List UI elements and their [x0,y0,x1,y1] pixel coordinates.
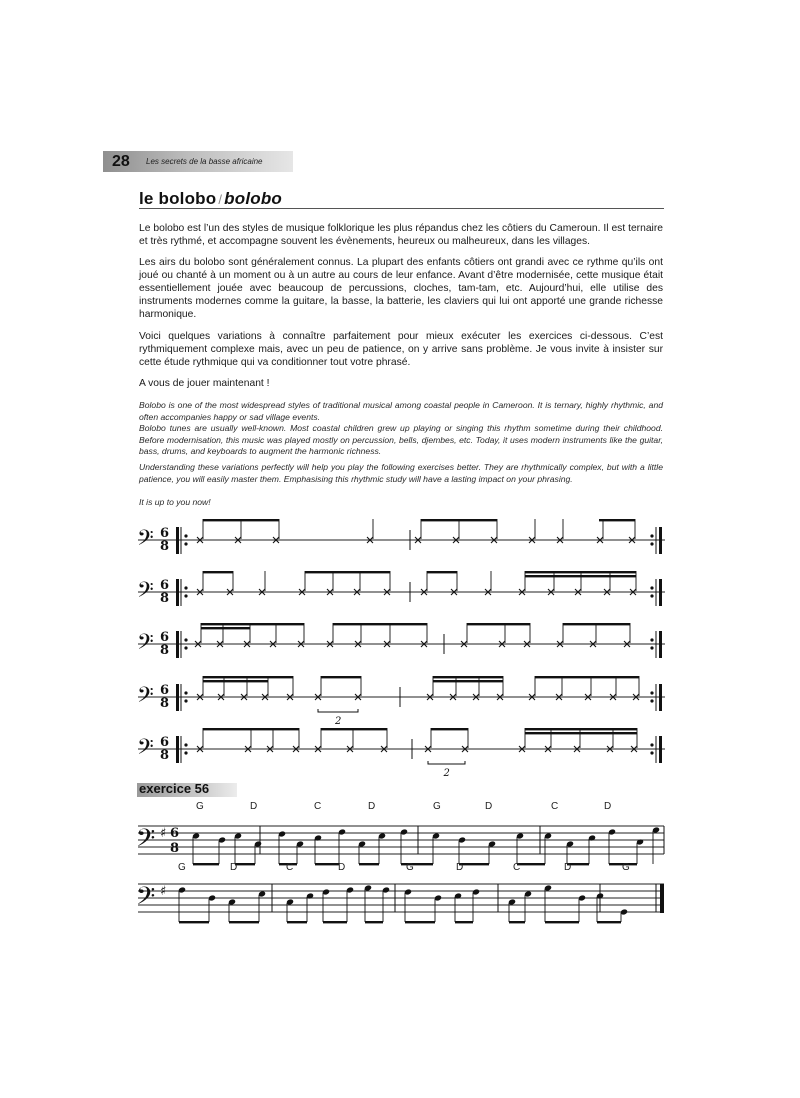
repeat-dot [184,638,187,641]
time-sig-top: 6 [160,735,170,750]
repeat-dot [650,751,653,754]
fr-paragraph-2: Les airs du bolobo sont généralement connus. La plupart des enfants côtiers ont grandi avec ce rythme qu’ils ont joué ou chanté à un moment ou à un autre au cours de leur enfance. Avant d’être modernisée, cette musique était essentiellement jouée avec beaucoup de percussions, cloches, tam-tam, etc. Aujourd’hui, elle utilise des instruments modernes comme la guitare, la basse, la batterie, les claviers qui lui ont apporté une grande richesse harmonique. [139,257,663,320]
chord-line1-4: D [368,801,376,812]
repeat-dot [650,594,653,597]
chord-line2-4: D [338,862,346,873]
bass-clef: 𝄢 [137,683,154,713]
final-barline [660,884,664,913]
en-paragraph-2: Bolobo tunes are usually well-known. Most coastal children grew up playing or singing this rhythm sometime during their childhood. Before modernisation, this music was played mostly on percussion, bells, djembes, etc. Today, it uses modern instruments like the guitar, bass, drums, and keyboards to augment the harmonic richness. [139,423,663,456]
beam [525,728,637,730]
beam [525,571,636,573]
chord-line1-7: C [551,801,559,812]
chord-line2-8: D [564,862,572,873]
page-number: 28 [112,153,130,170]
chord-line1-2: D [250,801,258,812]
repeat-bar-start [176,684,179,711]
beam [563,623,630,625]
beam [365,921,383,923]
time-sig-bottom: 8 [160,696,170,711]
beam [203,676,293,678]
time-sig-bottom: 8 [160,748,170,763]
repeat-dot [184,743,187,746]
beam [597,921,621,923]
beam [203,680,268,682]
beam [421,519,497,521]
beam [405,921,435,923]
chord-line2-9: G [622,862,630,873]
repeat-bar-start [176,579,179,606]
repeat-dot [184,534,187,537]
key-signature-sharp: ♯ [160,826,167,841]
chord-line2-3: C [286,862,294,873]
key-signature-sharp: ♯ [160,884,167,899]
repeat-dot [650,691,653,694]
repeat-dot [184,699,187,702]
time-sig-bottom: 8 [160,591,170,606]
beam [201,623,304,625]
tuplet-number: 2 [335,716,342,727]
tuplet-number: 2 [443,768,450,779]
fr-paragraph-4: A vous de jouer maintenant ! [139,378,270,389]
beam [433,676,503,678]
beam [467,623,530,625]
repeat-bar-end [659,631,662,658]
beam [509,921,525,923]
chord-line2-5: G [406,862,414,873]
time-sig-top: 6 [160,578,170,593]
exercise-label: exercice 56 [139,781,210,796]
chord-line1-1: G [196,801,204,812]
en-paragraph-1: Bolobo is one of the most widespread styles of traditional musical among coastal people in Cameroon. It is ternary, highly rhythmic, and often accompanies happy or sad village events. [139,400,663,422]
bass-clef: 𝄢 [136,824,156,859]
tuplet-bracket [318,709,358,712]
time-sig-bottom: 8 [160,643,170,658]
beam [203,519,279,521]
fr-paragraph-1: Le bolobo est l’un des styles de musique folklorique les plus répandus chez les côtiers du Cameroun. Il est ternaire et très rythmé, et accompagne souvent les évènements, heureux ou malheureux, dans les villages. [139,223,663,247]
beam [427,571,457,573]
repeat-dot [650,542,653,545]
beam [321,676,361,678]
beam [315,863,339,865]
time-sig-bottom: 8 [160,539,170,554]
beam [229,921,259,923]
chord-line2-7: C [513,862,521,873]
repeat-dot [184,586,187,589]
repeat-bar-end [659,684,662,711]
beam [323,921,347,923]
chord-line2-2: D [230,862,238,873]
beam [433,680,503,682]
beam [179,921,209,923]
beam [359,863,379,865]
time-sig-top: 6 [160,526,170,541]
time-sig-bottom: 8 [170,841,180,856]
repeat-dot [650,534,653,537]
repeat-bar-end [659,736,662,763]
beam [201,627,250,629]
beam [203,571,233,573]
beam [235,863,255,865]
repeat-dot [184,594,187,597]
en-paragraph-3: Understanding these variations perfectly will help you play the following exercises better. They are rhythmically complex, but with a little patience, you will easily master them. Emphasising this rhythmic study will have a lasting impact on your phrasing. [139,462,663,484]
beam [431,728,468,730]
repeat-dot [650,646,653,649]
beam [525,732,637,734]
time-sig-top: 6 [160,683,170,698]
repeat-dot [650,638,653,641]
chord-line1-5: G [433,801,441,812]
beam [455,921,473,923]
chord-line1-8: D [604,801,612,812]
beam [287,921,307,923]
time-sig-top: 6 [160,630,170,645]
bass-clef: 𝄢 [137,735,154,765]
chord-line1-6: D [485,801,493,812]
fr-paragraph-3: Voici quelques variations à connaître parfaitement pour mieux exécuter les exercices ci-dessous. C’est rythmiquement complexe mais, avec un peu de patience, on y arrive sans problème. Je vous invite à insister sur cette étude rythmique qui va conditionner tout votre phrasé. [139,331,663,368]
bass-clef: 𝄢 [136,882,156,917]
section-title-en: bolobo [224,189,283,208]
beam [599,519,635,521]
bass-clef: 𝄢 [137,630,154,660]
repeat-dot [184,751,187,754]
running-title: Les secrets de la basse africaine [146,157,263,166]
repeat-bar-start [176,527,179,554]
repeat-bar-end [659,579,662,606]
repeat-bar-start [176,736,179,763]
title-separator: / [218,192,223,207]
tuplet-bracket [428,761,465,764]
beam [305,571,390,573]
chord-line1-3: C [314,801,322,812]
beam [535,676,639,678]
beam [333,623,427,625]
repeat-dot [184,542,187,545]
chord-line2-1: G [178,862,186,873]
en-paragraph-4: It is up to you now! [139,497,211,507]
repeat-dot [650,586,653,589]
repeat-bar-end [659,527,662,554]
beam [321,728,387,730]
time-sig-top: 6 [170,826,180,841]
bass-clef: 𝄢 [137,526,154,556]
repeat-dot [184,691,187,694]
repeat-dot [650,699,653,702]
section-title-fr: le bolobo [139,189,217,208]
bass-clef: 𝄢 [137,578,154,608]
beam [203,728,299,730]
beam [545,921,579,923]
beam [525,575,636,577]
beam [459,863,489,865]
beam [193,863,219,865]
chord-line2-6: D [456,862,464,873]
repeat-dot [650,743,653,746]
repeat-dot [184,646,187,649]
beam [517,863,545,865]
repeat-bar-start [176,631,179,658]
